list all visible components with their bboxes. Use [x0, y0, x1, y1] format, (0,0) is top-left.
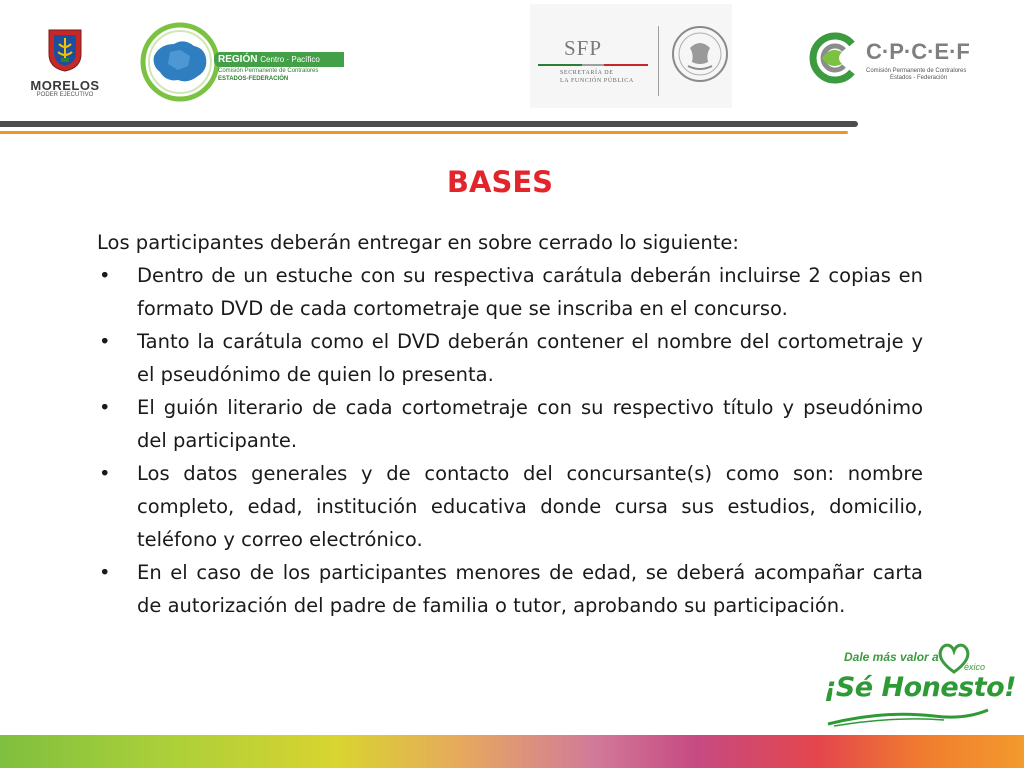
intro-text: Los participantes deberán entregar en sobre cerrado lo siguiente:	[97, 231, 739, 254]
morelos-logo	[22, 28, 108, 104]
list-item-text: El guión literario de cada cortometraje con su respectivo título y pseudónimo del participante.	[137, 396, 923, 452]
slide-title: BASES	[446, 165, 554, 199]
region-centro-pacifico-logo	[140, 22, 345, 104]
list-item-text: Tanto la carátula como el DVD deberán contener el nombre del cortometraje y el pseudónimo de quien lo presenta.	[137, 330, 923, 386]
region-line-1: Comisión Permanente de Contralores	[218, 68, 319, 74]
bullet-icon: •	[99, 396, 111, 419]
morelos-subtitle: PODER EJECUTIVO	[36, 92, 94, 98]
bullet-icon: •	[99, 330, 111, 353]
slogan-top: Dale más valor a	[844, 650, 939, 664]
sfp-acronym: SFP	[564, 36, 603, 60]
bullet-icon: •	[99, 264, 111, 287]
cpcef-line-2: Estados - Federación	[890, 75, 948, 81]
header-divider-dark	[0, 121, 858, 127]
list-item	[97, 556, 923, 622]
slide-content	[97, 226, 923, 622]
region-banner	[214, 52, 344, 67]
bullet-icon: •	[99, 561, 111, 584]
region-banner-main: REGIÓN	[218, 54, 258, 65]
morelos-shield-icon	[47, 28, 83, 72]
cpcef-logo	[806, 30, 981, 90]
mexico-coat-of-arms-icon	[670, 24, 730, 84]
footer-color-band	[0, 735, 1024, 768]
cpcef-acronym: C·P·C·E·F	[866, 39, 970, 64]
cpcef-line-1: Comisión Permanente de Contralores	[866, 68, 967, 74]
list-item	[97, 325, 923, 391]
swoosh-underline-icon	[824, 706, 992, 728]
sfp-line-2: LA FUNCIÓN PÚBLICA	[560, 78, 634, 84]
morelos-name: MORELOS	[30, 78, 100, 93]
list-item-text: En el caso de los participantes menores de edad, se deberá acompañar carta de autorización del padre de familia o tutor, aprobando su participación.	[137, 561, 923, 617]
sfp-logo	[530, 4, 732, 108]
list-item-text: Dentro de un estuche con su respectiva carátula deberán incluirse 2 copias en formato DVD de cada cortometraje que se inscriba en el concurso.	[137, 264, 923, 320]
region-line-2: ESTADOS-FEDERACIÓN	[218, 76, 289, 82]
list-item	[97, 391, 923, 457]
sfp-divider	[658, 26, 659, 96]
header-divider-orange	[0, 131, 848, 134]
slogan-top-suffix: éxico	[964, 662, 986, 672]
list-item-text: Los datos generales y de contacto del concursante(s) como son: nombre completo, edad, institución educativa donde cursa sus estudios, domicilio, teléfono y correo electrónico.	[137, 462, 923, 551]
se-honesto-logo	[818, 640, 1016, 732]
slogan-main: ¡Sé Honesto!	[824, 672, 1016, 703]
list-item	[97, 259, 923, 325]
sfp-line-1: SECRETARÍA DE	[560, 70, 614, 76]
cpcef-emblem-icon	[808, 32, 860, 84]
region-map-icon	[140, 22, 222, 104]
region-banner-sub: Centro · Pacífico	[260, 55, 320, 64]
bullet-icon: •	[99, 462, 111, 485]
bullet-list	[97, 259, 923, 622]
sfp-flag-stripe	[538, 64, 648, 66]
list-item	[97, 457, 923, 556]
